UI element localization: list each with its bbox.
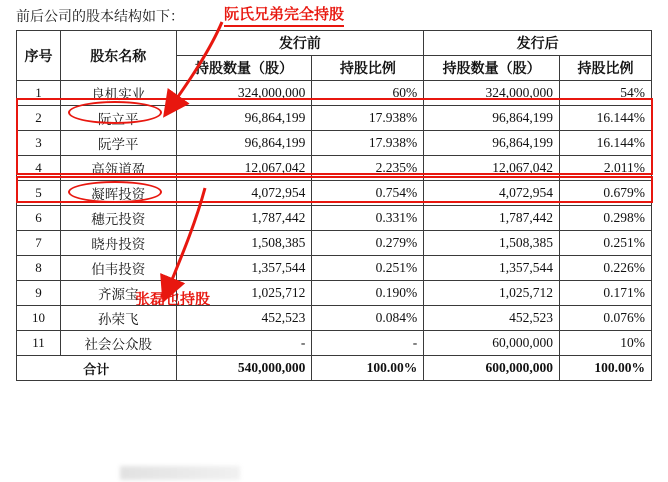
shareholder-structure-table (16, 30, 652, 381)
cell-pct-after: 0.226% (560, 256, 652, 281)
table-header-row-1 (17, 31, 652, 56)
header-pct-before: 持股比例 (312, 56, 424, 81)
cell-name: 良机实业 (60, 81, 176, 106)
cell-qty-before: 1,025,712 (176, 281, 312, 306)
cell-qty-before: 324,000,000 (176, 81, 312, 106)
cell-name: 晓舟投资 (60, 231, 176, 256)
cell-pct-before: 0.279% (312, 231, 424, 256)
cell-qty-after: 1,508,385 (424, 231, 560, 256)
cell-seq: 8 (17, 256, 61, 281)
cell-qty-after: 4,072,954 (424, 181, 560, 206)
table-total-row (17, 356, 652, 381)
cell-name: 社会公众股 (60, 331, 176, 356)
cell-qty-after: 12,067,042 (424, 156, 560, 181)
table-row (17, 156, 652, 181)
total-pct-before: 100.00% (312, 356, 424, 381)
cell-pct-after: 10% (560, 331, 652, 356)
cell-qty-after: 1,357,544 (424, 256, 560, 281)
cell-seq: 2 (17, 106, 61, 131)
cell-name: 阮学平 (60, 131, 176, 156)
cell-pct-after: 16.144% (560, 106, 652, 131)
table-row (17, 206, 652, 231)
cell-qty-before: 1,357,544 (176, 256, 312, 281)
annotation-top-text: 阮氏兄弟完全持股 (224, 3, 344, 27)
cell-qty-before: 452,523 (176, 306, 312, 331)
header-name: 股东名称 (60, 31, 176, 81)
cell-pct-after: 16.144% (560, 131, 652, 156)
cell-seq: 10 (17, 306, 61, 331)
cell-seq: 4 (17, 156, 61, 181)
table-row (17, 331, 652, 356)
cell-pct-after: 0.679% (560, 181, 652, 206)
cell-pct-after: 0.251% (560, 231, 652, 256)
cell-pct-before: 17.938% (312, 131, 424, 156)
cell-seq: 6 (17, 206, 61, 231)
header-group-before: 发行前 (176, 31, 424, 56)
cell-pct-before: 0.331% (312, 206, 424, 231)
table-row (17, 231, 652, 256)
cell-qty-after: 1,025,712 (424, 281, 560, 306)
cell-seq: 11 (17, 331, 61, 356)
page-footer-smudge (120, 466, 240, 480)
cell-pct-before: 17.938% (312, 106, 424, 131)
cell-pct-before: 2.235% (312, 156, 424, 181)
cell-pct-after: 0.171% (560, 281, 652, 306)
table-row (17, 181, 652, 206)
cell-pct-before: - (312, 331, 424, 356)
cell-qty-after: 324,000,000 (424, 81, 560, 106)
cell-qty-before: 1,787,442 (176, 206, 312, 231)
header-seq: 序号 (17, 31, 61, 81)
cell-name: 阮立平 (60, 106, 176, 131)
table-row (17, 106, 652, 131)
cell-seq: 9 (17, 281, 61, 306)
table-row (17, 256, 652, 281)
header-qty-before: 持股数量（股） (176, 56, 312, 81)
cell-pct-before: 0.190% (312, 281, 424, 306)
table-row (17, 81, 652, 106)
cell-pct-after: 2.011% (560, 156, 652, 181)
cell-seq: 1 (17, 81, 61, 106)
cell-name: 高瓴道盈 (60, 156, 176, 181)
table-row (17, 306, 652, 331)
cell-qty-before: - (176, 331, 312, 356)
cell-qty-after: 96,864,199 (424, 106, 560, 131)
cell-pct-before: 60% (312, 81, 424, 106)
annotation-mid-text: 张磊也持股 (135, 291, 211, 308)
cell-qty-after: 1,787,442 (424, 206, 560, 231)
cell-seq: 3 (17, 131, 61, 156)
cell-name: 伯韦投资 (60, 256, 176, 281)
cell-seq: 5 (17, 181, 61, 206)
table-row (17, 131, 652, 156)
cell-seq: 7 (17, 231, 61, 256)
cell-qty-before: 1,508,385 (176, 231, 312, 256)
cell-qty-after: 60,000,000 (424, 331, 560, 356)
cell-pct-before: 0.251% (312, 256, 424, 281)
total-qty-after: 600,000,000 (424, 356, 560, 381)
cell-qty-before: 4,072,954 (176, 181, 312, 206)
cell-pct-after: 0.298% (560, 206, 652, 231)
cell-name: 孙荣飞 (60, 306, 176, 331)
header-qty-after: 持股数量（股） (424, 56, 560, 81)
cell-pct-after: 0.076% (560, 306, 652, 331)
header-group-after: 发行后 (424, 31, 652, 56)
total-label: 合计 (17, 356, 177, 381)
cell-qty-before: 96,864,199 (176, 106, 312, 131)
cell-pct-before: 0.754% (312, 181, 424, 206)
cell-name: 穗元投资 (60, 206, 176, 231)
intro-text: 前后公司的股本结构如下： (16, 10, 184, 25)
table-row (17, 281, 652, 306)
cell-qty-after: 96,864,199 (424, 131, 560, 156)
total-pct-after: 100.00% (560, 356, 652, 381)
cell-qty-after: 452,523 (424, 306, 560, 331)
cell-qty-before: 12,067,042 (176, 156, 312, 181)
header-pct-after: 持股比例 (560, 56, 652, 81)
cell-name: 凝晖投资 (60, 181, 176, 206)
total-qty-before: 540,000,000 (176, 356, 312, 381)
cell-name: 齐源宝 (60, 281, 176, 306)
cell-pct-before: 0.084% (312, 306, 424, 331)
cell-pct-after: 54% (560, 81, 652, 106)
cell-qty-before: 96,864,199 (176, 131, 312, 156)
